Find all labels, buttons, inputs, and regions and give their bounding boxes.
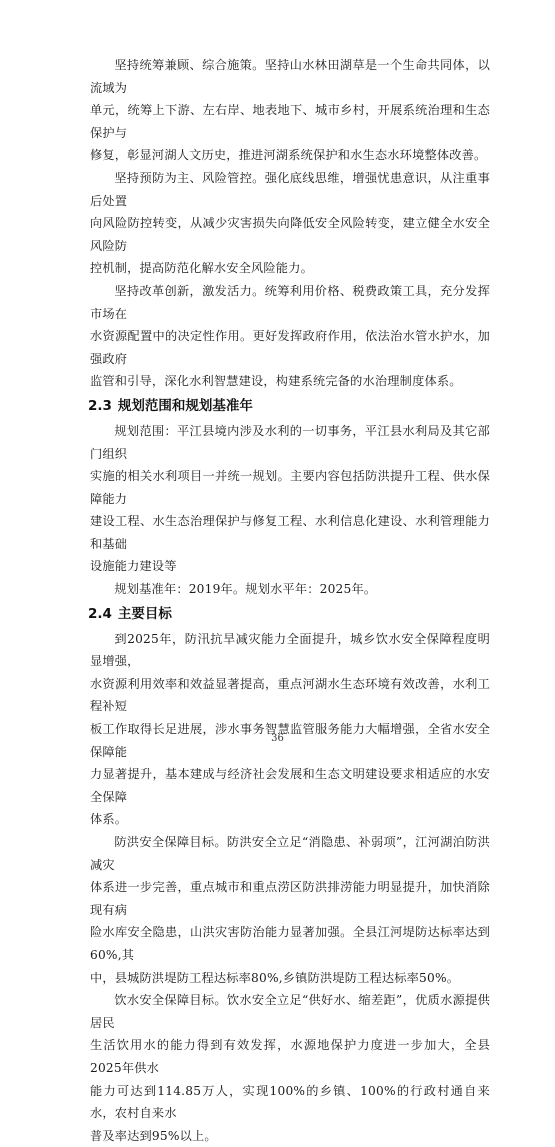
paragraph-drinking-water-goal: 饮水安全保障目标。饮水安全立足“供好水、缩差距”，优质水源提供居民 生活饮用水的能力得到有效发挥，水源地保护力度进一步加大，全县2025年供水 能力可达到114.85万人，实现100%的乡镇、100%的行政村通自来水，农村自来水 普及率达到95%以上。 [90,993,490,1143]
page-body [90,54,490,1147]
paragraph-base-year: 规划基准年：2019年。规划水平年：2025年。 [114,582,377,597]
paragraph-overall-goal: 到2025年，防汛抗旱减灾能力全面提升，城乡饮水安全保障程度明显增强， 水资源利用效率和效益显著提高，重点河湖水生态环境有效改善，水利工程补短 板工作取得长足进展，涉水事务智慧监管服务能力大幅增强，全省水安全保障能 力显著提升，基本建成与经济社会发展和生态文明建设要求相适应的水安全保障 体系。 [90,631,490,827]
section-heading-2-4 [88,603,490,625]
paragraph-coordinated-governance: 坚持统筹兼顾、综合施策。坚持山水林田湖草是一个生命共同体，以流域为 单元，统筹上下游、左右岸、地表地下、城市乡村，开展系统治理和生态保护与 修复，彰显河湖人文历史，推进河湖系统保护和水生态水环境整体改善。 [90,58,490,163]
section-number: 2.3 [88,397,112,414]
section-title: 主要目标 [117,605,172,622]
section-title: 规划范围和规划基准年 [117,397,253,414]
page-number: 36 [271,733,284,744]
paragraph-planning-scope: 规划范围：平江县境内涉及水利的一切事务，平江县水利局及其它部门组织 实施的相关水利项目一并统一规划。主要内容包括防洪提升工程、供水保障能力 建设工程、水生态治理保护与修复工程、水利信息化建设、水利管理能力和基础 设施能力建设等 [90,423,490,574]
section-heading-2-3 [88,395,490,417]
paragraph-risk-control: 坚持预防为主、风险管控。强化底线思维，增强忧患意识，从注重事后处置 向风险防控转变，从减少灾害损失向降低安全风险转变，建立健全水安全风险防 控机制，提高防范化解水安全风险能力。 [90,170,490,276]
paragraph-reform-innovation: 坚持改革创新，激发活力。统筹利用价格、税费政策工具，充分发挥市场在 水资源配置中的决定性作用。更好发挥政府作用，依法治水管水护水，加强政府 监管和引导，深化水利智慧建设，构建系统完备的水治理制度体系。 [90,283,490,389]
paragraph-flood-safety-goal: 防洪安全保障目标。防洪安全立足“消隐患、补弱项”，江河湖泊防洪减灾 体系进一步完善，重点城市和重点涝区防洪排涝能力明显提升，加快消除现有病 险水库安全隐患，山洪灾害防治能力显著加强。全县江河堤防达标率达到60%,其 中，县城防洪堤防工程达标率80%,乡镇防洪堤防工程达标率50%。 [90,835,490,985]
section-number: 2.4 [88,605,112,622]
